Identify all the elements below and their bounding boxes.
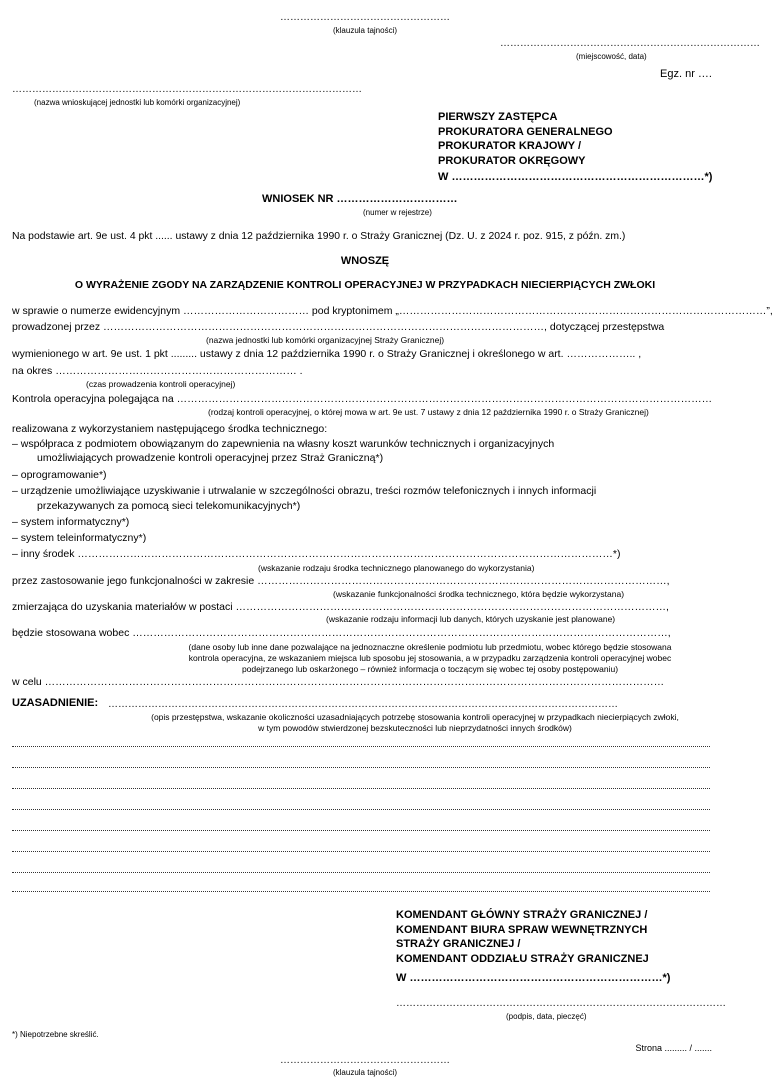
body-line: wymienionego w art. 9e ust. 1 pkt ......... ustawy z dnia 12 października 1990 r. o Straży Granicznej i określonego w art. ……………….. , [12,348,642,360]
place-date-dots: …………………………………………………………………… [500,38,760,49]
caption: (wskazanie funkcjonalności środka technicznego, która będzie wykorzystana) [333,589,625,599]
caption: w tym powodów stwierdzonej bezskuteczności lub nieprzydatności innych środków) [258,723,572,733]
dotted-line [12,830,710,831]
request-title: WNIOSEK NR …………………………… [262,193,458,205]
caption: (rodzaj kontroli operacyjnej, o której mowa w art. 9e ust. 7 ustawy z dnia 12 października 1990 r. o Straży Granicznej) [208,407,649,417]
bullet-item-cont: przekazywanych za pomocą sieci telekomunikacyjnych*) [37,500,301,512]
caption: kontrola operacyjna, ze wskazaniem miejsca lub sposobu jej stosowania, a w przypadku zarządzenia kontroli operacyjnej wobec [188,653,672,663]
subject-heading: O WYRAŻENIE ZGODY NA ZARZĄDZENIE KONTROLI OPERACYJNEJ W PRZYPADKACH NIECIERPIĄCYCH ZWŁOKI [74,279,656,291]
unit-dots: …………………………………………………………………………………………… [12,84,362,95]
bullet-item: – inny środek ………………………………………………………………………………………………………………………………………*) [12,548,621,560]
caption: (dane osoby lub inne dane pozwalające na jednoznaczne określenie podmiotu lub przedmiotu, wobec którego będzie stosowana [188,642,672,652]
bullet-item-cont: umożliwiających prowadzenie kontroli operacyjnej przez Straż Graniczną*) [37,452,384,464]
caption: (opis przestępstwa, wskazanie okoliczności uzasadniających potrzebę stosowania kontroli operacyjnej w przypadkach niecierpiących zwłoki, [151,712,679,722]
signature-line: KOMENDANT GŁÓWNY STRAŻY GRANICZNEJ / [396,909,648,921]
body-line: prowadzonej przez ………………………………………………………………………………………………………………, dotyczącej przestępstwa [12,321,665,333]
body-line: przez zastosowanie jego funkcjonalności w zakresie ………………………………………………………………………………………………………, [12,575,670,587]
body-line: na okres …………………………………………………………… . [12,365,303,377]
body-line: realizowana z wykorzystaniem następującego środka technicznego: [12,423,328,435]
signature-line: STRAŻY GRANICZNEJ / [396,938,521,950]
place-date-label: (miejscowość, data) [576,52,647,61]
dotted-line [12,872,710,873]
body-line: w celu …………………………………………………………………………………………………………………………………………………………… [12,676,665,688]
classification-dots-top: …………………………………………… [280,12,450,23]
signature-line: KOMENDANT ODDZIAŁU STRAŻY GRANICZNEJ [396,952,649,965]
classification-dots-bottom: …………………………………………… [280,1055,450,1066]
justification-dots: ……………………………………………………………………………………………………………………………………… [108,699,618,710]
caption-block [150,642,710,675]
addressee-line: PROKURATORA GENERALNEGO [438,125,613,138]
addressee-block [438,110,712,185]
wnosze-heading: WNOSZĘ [340,255,390,267]
caption: (czas prowadzenia kontroli operacyjnej) [86,379,236,389]
caption: (nazwa jednostki lub komórki organizacyjnej Straży Granicznej) [206,335,445,345]
addressee-line: PROKURATOR KRAJOWY / [438,140,582,152]
body-line: zmierzająca do uzyskania materiałów w postaci ……………………………………………………………………………………………………………, [12,601,669,613]
signature-location: W ……………………………………………………………*) [396,972,671,984]
bullet-item: – urządzenie umożliwiające uzyskiwanie i utrwalanie w szczególności obrazu, treści rozmów telefonicznych i innych informacji [12,485,597,497]
page-number: Strona ......... / ....... [635,1043,712,1053]
dotted-line [12,851,710,852]
addressee-line: PIERWSZY ZASTĘPCA [438,111,558,123]
footnote: *) Niepotrzebne skreślić. [12,1030,99,1039]
bullet-item: – system informatyczny*) [12,516,130,528]
bullet-item: – system teleinformatyczny*) [12,532,147,544]
bullet-item: – współpraca z podmiotem obowiązanym do zapewnienia na własny koszt warunków technicznych i organizacyjnych [12,438,555,450]
caption: podejrzanego lub oskarżonego – również informacja o toczącym się wobec tej osoby postępowaniu) [241,664,619,674]
body-line: Kontrola operacyjna polegająca na ……………………………………………………………………………………………………………………………………… [12,393,713,405]
body-line: będzie stosowana wobec ………………………………………………………………………………………………………………………………………, [12,627,671,639]
unit-label: (nazwa wnioskującej jednostki lub komórki organizacyjnej) [34,98,241,107]
signature-line: KOMENDANT BIURA SPRAW WEWNĘTRZNYCH [396,923,648,936]
dotted-line [12,809,710,810]
dotted-line [12,891,710,892]
caption-block [100,712,730,734]
signature-dots: ……………………………………………………………………………………… [396,998,726,1009]
request-number-label: (numer w rejestrze) [363,208,432,217]
caption: (wskazanie rodzaju środka technicznego planowanego do wykorzystania) [258,563,535,573]
signature-block [396,908,670,986]
dotted-line [12,767,710,768]
dotted-line [12,788,710,789]
copy-number: Egz. nr …. [660,68,712,80]
bullet-item: – oprogramowanie*) [12,469,107,481]
signature-label: (podpis, data, pieczęć) [506,1012,587,1021]
classification-label-bottom: (klauzula tajności) [332,1068,398,1077]
classification-label-top: (klauzula tajności) [332,26,398,35]
caption: (wskazanie rodzaju informacji lub danych, których uzyskanie jest planowane) [326,614,616,624]
addressee-location: W ……………………………………………………………*) [438,171,713,183]
justification-label: UZASADNIENIE: [12,697,99,709]
body-line: w sprawie o numerze ewidencyjnym ……………………………… pod kryptonimem „……………………………………………………………………………………………”, [12,305,773,317]
addressee-line: PROKURATOR OKRĘGOWY [438,154,586,167]
dotted-line [12,746,710,747]
legal-basis: Na podstawie art. 9e ust. 4 pkt ...... ustawy z dnia 12 października 1990 r. o Straży Granicznej (Dz. U. z 2024 r. poz. 915, z późn. zm.) [12,231,626,242]
